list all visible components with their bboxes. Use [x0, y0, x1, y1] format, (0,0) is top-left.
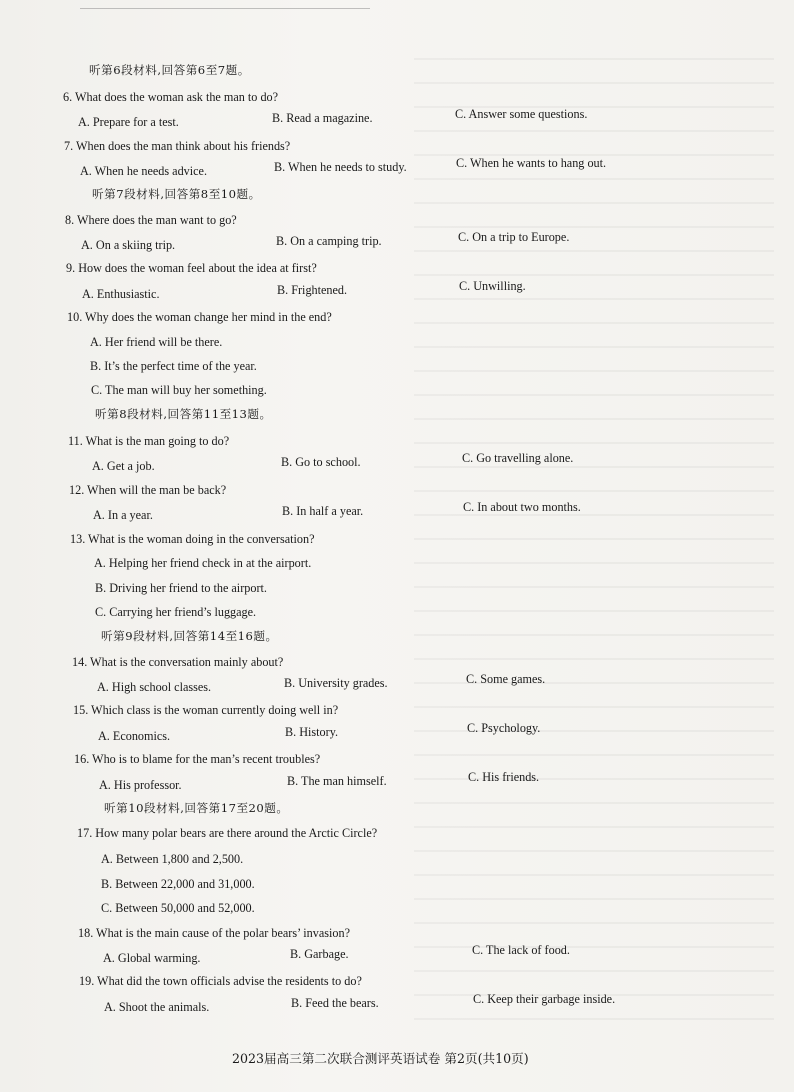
question-line: B. Feed the bears.: [291, 996, 379, 1010]
question-line: 14. What is the conversation mainly about?: [72, 655, 284, 669]
question-line: C. Go travelling alone.: [462, 451, 574, 465]
section-instruction: 听第6段材料,回答第6至7题。: [89, 63, 250, 77]
question-line: C. In about two months.: [463, 500, 581, 514]
question-line: A. Shoot the animals.: [104, 1000, 210, 1014]
section-instruction: 听第8段材料,回答第11至13题。: [95, 407, 272, 421]
question-line: 7. When does the man think about his friends?: [64, 139, 291, 153]
question-line: B. History.: [285, 725, 339, 739]
question-line: A. Between 1,800 and 2,500.: [101, 852, 244, 866]
question-line: A. Economics.: [98, 729, 171, 743]
question-line: 8. Where does the man want to go?: [65, 213, 237, 227]
question-line: C. Psychology.: [467, 721, 541, 735]
question-line: A. On a skiing trip.: [81, 238, 176, 252]
question-line: B. Between 22,000 and 31,000.: [101, 877, 255, 891]
question-line: A. High school classes.: [97, 680, 212, 694]
question-line: A. Prepare for a test.: [78, 115, 179, 129]
question-line: B. In half a year.: [282, 504, 364, 518]
question-line: B. Frightened.: [277, 283, 348, 297]
question-line: A. When he needs advice.: [80, 164, 208, 178]
question-line: C. His friends.: [468, 770, 540, 784]
question-line: B. The man himself.: [287, 774, 387, 788]
question-line: A. Get a job.: [92, 459, 155, 473]
question-line: B. University grades.: [284, 676, 388, 690]
question-line: C. The lack of food.: [472, 943, 570, 957]
question-line: B. Go to school.: [281, 455, 361, 469]
question-line: C. Keep their garbage inside.: [473, 992, 616, 1006]
question-line: 15. Which class is the woman currently doing well in?: [73, 703, 339, 717]
question-line: C. On a trip to Europe.: [458, 230, 570, 244]
question-line: C. Unwilling.: [459, 279, 526, 293]
section-instruction: 听第9段材料,回答第14至16题。: [101, 629, 278, 643]
question-line: 17. How many polar bears are there around the Arctic Circle?: [77, 826, 378, 840]
question-line: C. Between 50,000 and 52,000.: [101, 901, 255, 915]
question-line: B. Read a magazine.: [272, 111, 373, 125]
page-footer: 2023届高三第二次联合测评英语试卷 第2页(共10页): [232, 1051, 529, 1066]
question-line: C. When he wants to hang out.: [456, 156, 607, 170]
top-rule: [80, 8, 370, 9]
question-line: 18. What is the main cause of the polar bears’ invasion?: [78, 926, 350, 940]
bleed-through-text: [414, 40, 774, 1020]
question-line: C. Answer some questions.: [455, 107, 588, 121]
question-line: A. In a year.: [93, 508, 153, 522]
question-line: 6. What does the woman ask the man to do?: [63, 90, 279, 104]
question-line: 10. Why does the woman change her mind in the end?: [67, 310, 332, 324]
question-line: 16. Who is to blame for the man’s recent troubles?: [74, 752, 321, 766]
question-line: A. Global warming.: [103, 951, 201, 965]
question-line: 12. When will the man be back?: [69, 483, 227, 497]
section-instruction: 听第7段材料,回答第8至10题。: [92, 187, 261, 201]
question-line: C. Carrying her friend’s luggage.: [95, 605, 257, 619]
question-line: B. Driving her friend to the airport.: [95, 581, 267, 595]
question-line: A. Helping her friend check in at the airport.: [94, 556, 312, 570]
question-line: 19. What did the town officials advise the residents to do?: [79, 974, 362, 988]
question-line: B. On a camping trip.: [276, 234, 382, 248]
question-line: B. Garbage.: [290, 947, 349, 961]
question-line: A. Her friend will be there.: [90, 335, 223, 349]
question-line: C. Some games.: [466, 672, 546, 686]
question-line: B. When he needs to study.: [274, 160, 407, 174]
question-line: A. Enthusiastic.: [82, 287, 160, 301]
section-instruction: 听第10段材料,回答第17至20题。: [104, 801, 289, 815]
question-line: A. His professor.: [99, 778, 182, 792]
question-line: 13. What is the woman doing in the conversation?: [70, 532, 315, 546]
question-line: 9. How does the woman feel about the idea at first?: [66, 261, 317, 275]
question-line: 11. What is the man going to do?: [68, 434, 230, 448]
question-line: B. It’s the perfect time of the year.: [90, 359, 257, 373]
question-line: C. The man will buy her something.: [91, 383, 267, 397]
